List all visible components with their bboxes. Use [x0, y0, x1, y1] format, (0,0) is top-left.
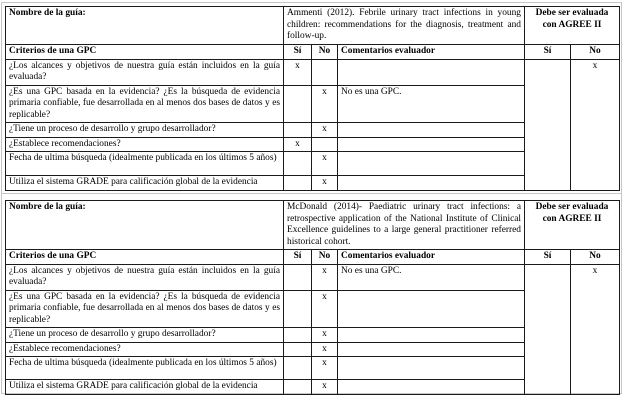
guide-name-label: Nombre de la guía: [6, 201, 284, 250]
evaluator-comment [338, 357, 525, 380]
no-column-header: No [312, 250, 338, 265]
evaluator-comment: No es una GPC. [338, 264, 525, 290]
table-row [6, 250, 620, 265]
evaluator-comment [338, 137, 525, 152]
table-row [6, 59, 620, 85]
criterion-text: ¿Los alcances y objetivos de nuestra guía están incluidos en la guía evaluada? [6, 264, 284, 290]
criterion-text: Fecha de ultima búsqueda (idealmente publicada en los últimos 5 años) [6, 357, 284, 380]
no-mark: x [312, 290, 338, 328]
no-mark: x [312, 85, 338, 123]
no-mark: x [312, 264, 338, 290]
no-mark: x [312, 152, 338, 176]
si-mark [284, 152, 312, 176]
evaluator-comment [338, 380, 525, 395]
si-mark [284, 342, 312, 357]
evaluator-comment [338, 328, 525, 343]
si-column-header: Sí [284, 250, 312, 265]
si-mark [284, 380, 312, 395]
si-column-header: Sí [284, 44, 312, 59]
evaluator-comment: No es una GPC. [338, 85, 525, 123]
table-row [6, 7, 620, 45]
no-mark: x [312, 380, 338, 395]
criterion-text: Utiliza el sistema GRADE para calificación global de la evidencia [6, 176, 284, 191]
evaluator-comment [338, 290, 525, 328]
agree-si-column-header: Sí [525, 44, 571, 59]
criterion-text: ¿Tiene un proceso de desarrollo y grupo desarrollador? [6, 328, 284, 343]
si-mark [284, 85, 312, 123]
no-mark [312, 137, 338, 152]
agree-evaluation-header: Debe ser evaluada con AGREE II [525, 7, 620, 45]
no-mark: x [312, 176, 338, 191]
guide-citation: Ammenti (2012). Febrile urinary tract infections in young children: recommendations for the diagnosis, treatment and follow-up. [284, 7, 525, 45]
guide-citation: McDonald (2014)- Paediatric urinary tract infections: a retrospective application of the National Institute of Clinical Excellence guidelines to a large general practitioner referred historical cohort. [284, 201, 525, 250]
no-mark: x [312, 357, 338, 380]
evaluator-comment [338, 176, 525, 191]
gpc-evaluation-table-mcdonald [5, 200, 620, 395]
agree-si-column-header: Sí [525, 250, 571, 265]
si-mark: x [284, 59, 312, 85]
agree-no-mark: x [571, 264, 620, 395]
si-mark [284, 357, 312, 380]
criterion-text: ¿Los alcances y objetivos de nuestra guía están incluidos en la guía evaluada? [6, 59, 284, 85]
evaluator-comment [338, 123, 525, 138]
comments-column-header: Comentarios evaluador [338, 250, 525, 265]
si-mark [284, 264, 312, 290]
criterion-text: ¿Establece recomendaciones? [6, 342, 284, 357]
si-mark [284, 123, 312, 138]
evaluator-comment [338, 152, 525, 176]
agree-evaluation-header: Debe ser evaluada con AGREE II [525, 201, 620, 250]
criterion-text: Fecha de ultima búsqueda (idealmente publicada en los últimos 5 años) [6, 152, 284, 176]
agree-si-mark [525, 264, 571, 395]
criterion-text: ¿Es una GPC basada en la evidencia? ¿Es la búsqueda de evidencia primaria confiable, fue desarrollada en al menos dos bases de datos y es replicable? [6, 85, 284, 123]
evaluator-comment [338, 59, 525, 85]
agree-no-column-header: No [571, 250, 620, 265]
no-mark: x [312, 123, 338, 138]
table-row [6, 201, 620, 250]
comments-column-header: Comentarios evaluador [338, 44, 525, 59]
criterion-text: ¿Establece recomendaciones? [6, 137, 284, 152]
criteria-column-header: Criterios de una GPC [6, 44, 284, 59]
agree-no-mark: x [571, 59, 620, 191]
si-mark [284, 176, 312, 191]
agree-no-column-header: No [571, 44, 620, 59]
guide-name-label: Nombre de la guía: [6, 7, 284, 45]
si-mark [284, 328, 312, 343]
tables-divider-line [1, 193, 622, 194]
si-mark [284, 290, 312, 328]
no-mark: x [312, 328, 338, 343]
si-mark: x [284, 137, 312, 152]
criterion-text: ¿Es una GPC basada en la evidencia? ¿Es la búsqueda de evidencia primaria confiable, fue desarrollada en al menos dos bases de datos y es replicable? [6, 290, 284, 328]
gpc-evaluation-table-ammenti [5, 6, 620, 191]
criteria-column-header: Criterios de una GPC [6, 250, 284, 265]
no-mark [312, 59, 338, 85]
table-row [6, 264, 620, 290]
evaluator-comment [338, 342, 525, 357]
agree-si-mark [525, 59, 571, 191]
criterion-text: ¿Tiene un proceso de desarrollo y grupo desarrollador? [6, 123, 284, 138]
no-column-header: No [312, 44, 338, 59]
criterion-text: Utiliza el sistema GRADE para calificación global de la evidencia [6, 380, 284, 395]
table-row [6, 44, 620, 59]
no-mark: x [312, 342, 338, 357]
